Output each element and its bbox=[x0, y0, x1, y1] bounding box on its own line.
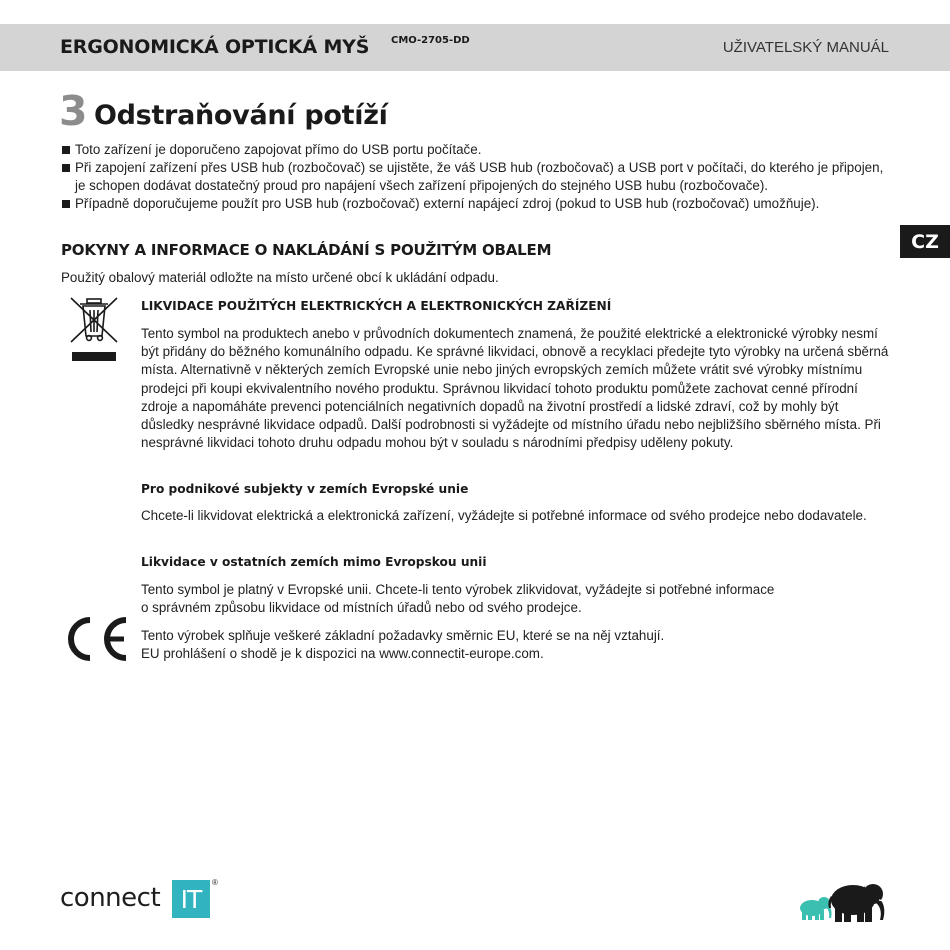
business-text: Chcete-li likvidovat elektrická a elektronická zařízení, vyžádejte si potřebné informace od svého prodejce nebo dodavatele. bbox=[141, 508, 867, 523]
troubleshooting-list bbox=[61, 141, 891, 213]
packaging-text: Použitý obalový materiál odložte na místo určené obcí k ukládání odpadu. bbox=[61, 270, 499, 285]
model-number: CMO-2705-DD bbox=[391, 35, 470, 46]
logo-box: IT bbox=[172, 880, 210, 918]
business-heading: Pro podnikové subjekty v zemích Evropské unie bbox=[141, 482, 469, 496]
list-item-text: Případně doporučujeme použít pro USB hub (rozbočovač) externí napájecí zdroj (pokud to USB hub (rozbočovač) umožňuje). bbox=[75, 196, 820, 211]
outside-eu-text-2: o správném způsobu likvidace od místních úřadů nebo od svého prodejce. bbox=[141, 600, 582, 615]
list-item bbox=[61, 195, 891, 213]
section-number: 3 bbox=[59, 87, 88, 135]
elephants-icon bbox=[795, 876, 891, 924]
bullet-square-icon bbox=[62, 146, 70, 154]
list-item-text: Toto zařízení je doporučeno zapojovat přímo do USB portu počítače. bbox=[75, 142, 482, 157]
ce-mark-icon bbox=[60, 615, 130, 663]
manual-label: UŽIVATELSKÝ MANUÁL bbox=[722, 39, 889, 56]
outside-eu-heading: Likvidace v ostatních zemích mimo Evropskou unii bbox=[141, 555, 487, 569]
ce-text-2: EU prohlášení o shodě je k dispozici na www.connectit-europe.com. bbox=[141, 646, 544, 661]
logo-word: connect bbox=[60, 883, 161, 913]
registered-mark: ® bbox=[212, 878, 218, 887]
weee-heading: LIKVIDACE POUŽITÝCH ELEKTRICKÝCH A ELEKTRONICKÝCH ZAŘÍZENÍ bbox=[141, 299, 612, 313]
packaging-heading: POKYNY A INFORMACE O NAKLÁDÁNÍ S POUŽITÝM OBALEM bbox=[61, 241, 552, 259]
weee-text: Tento symbol na produktech anebo v průvodních dokumentech znamená, že použité elektrické a elektronické výrobky nesmí být přidány do běžného komunálního odpadu. Ke správné likvidaci, obnově a recyklaci předejte tyto výrobky na určená sběrná místa. Alternativně v některých zemích Evropské unie nebo jiných evropských zemích můžete vrátit své výrobky místnímu prodejci při koupi ekvivalentního nového produktu. Správnou likvidací tohoto produktu pomůžete zachovat cenné přírodní zdroje a napomáháte prevenci potenciálních negativních dopadů na životní prostředí a lidské zdraví, což by mohly být důsledky nesprávné likvidace odpadů. Další podrobnosti si vyžádejte od místního úřadu nebo nejbližšího sběrného místa. Při nesprávné likvidaci tohoto druhu odpadu mohou být v souladu s národními předpisy uděleny pokuty. bbox=[141, 326, 889, 451]
ce-text-1: Tento výrobek splňuje veškeré základní požadavky směrnic EU, které se na něj vztahují. bbox=[141, 628, 665, 643]
list-item bbox=[61, 159, 891, 195]
bullet-square-icon bbox=[62, 164, 70, 172]
bullet-square-icon bbox=[62, 200, 70, 208]
weee-section bbox=[141, 299, 891, 313]
product-title: ERGONOMICKÁ OPTICKÁ MYŠ bbox=[60, 36, 370, 58]
list-item-text: Při zapojení zařízení přes USB hub (rozbočovač) se ujistěte, že váš USB hub (rozbočovač) a USB port v počítači, do kterého je připojen, je schopen dodávat dostatečný proud pro napájení všech zařízení připojených do stejného USB hubu (rozbočovače). bbox=[75, 160, 884, 193]
outside-eu-text-1: Tento symbol je platný v Evropské unii. Chcete-li tento výrobek zlikvidovat, vyžádejte si potřebné informace bbox=[141, 582, 775, 597]
section-title: Odstraňování potíží bbox=[94, 100, 388, 131]
crossed-out-wheelie-bin-icon bbox=[68, 296, 120, 364]
language-tab: CZ bbox=[900, 225, 950, 258]
list-item bbox=[61, 141, 891, 159]
